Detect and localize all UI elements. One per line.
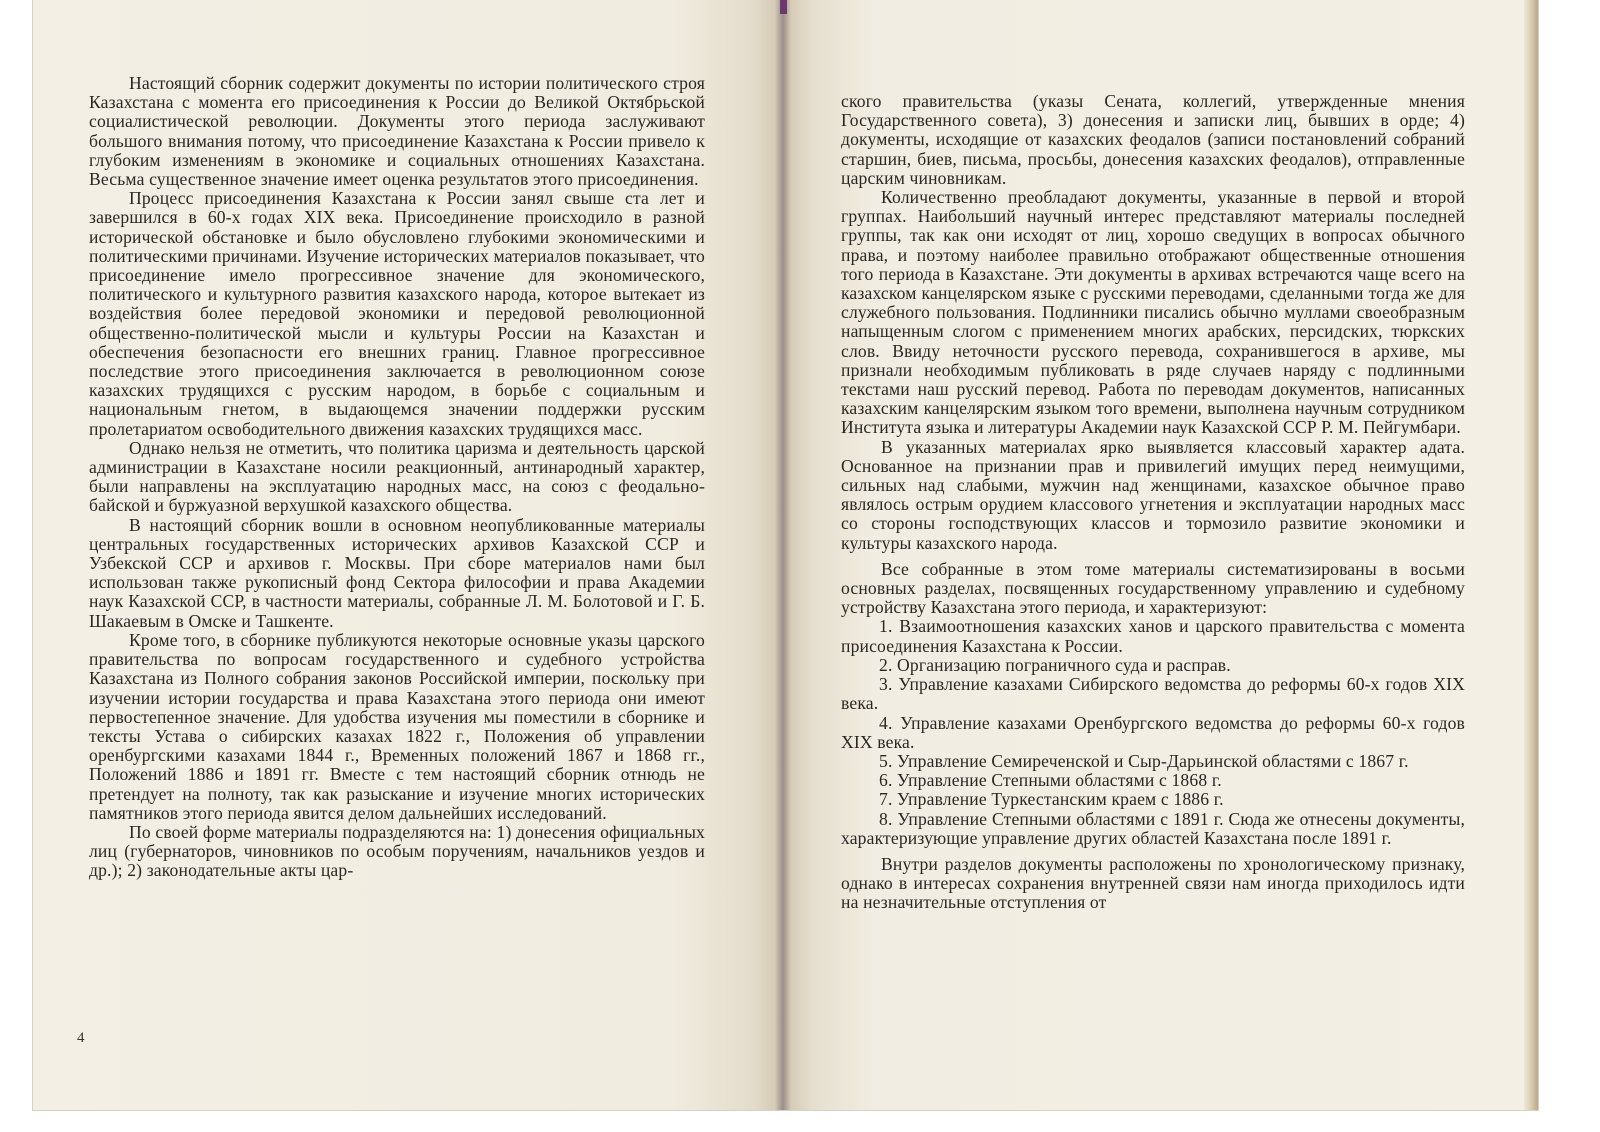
paragraph: По своей форме материалы подразделяются на: 1) донесения официальных лиц (губернаторов, чиновников по особым поручениям, начальников уездов и др.); 2) законодательные акты цар- — [89, 821, 705, 881]
paragraph: Кроме того, в сборнике публикуются некоторые основные указы царского правительства по вопросам государственного и судебного устройства Казахстана из Полного собрания законов Российской империи, поскольку при изучении истории государства и права Казахстана этого периода они имеют первостепенное значение. Для удобства изучения мы поместили в сборнике и тексты Устава о сибирских казахах 1822 г., Положения об управлении оренбургскими казахами 1844 г., Временных положений 1867 и 1868 гг., Положений 1886 и 1891 гг. Вместе с тем настоящий сборник отнюдь не претендует на полноту, так как разыскание и изучение многих исторических памятников этого периода явится делом дальнейших исследований. — [89, 629, 705, 823]
paragraph: Количественно преобладают документы, указанные в первой и второй группах. Наибольший научный интерес представляют материалы последней группы, так как они исходят от лиц, хорошо сведущих в вопросах обычного права, и поэтому наиболее правильно отображают общественные отношения того периода в Казахстане. Эти документы в архивах встречаются чаще всего на казахском канцелярском языке с русскими переводами, сделанными тогда же для служебного пользования. Подлинники писались обычно муллами своеобразным напыщенным слогом с применением многих арабских, персидских, тюркских слов. Ввиду неточности русского перевода, сохранившегося в архиве, мы признали необходимым публиковать в ряде случаев наряду с подлинными текстами наш русский перевод. Работа по переводам документов, написанных казахским канцелярским языком того времени, выполнена научным сотрудником Института языка и литературы Академии наук Казахской ССР Р. М. Пейгумбари. — [841, 187, 1465, 438]
paragraph: ского правительства (указы Сената, коллегий, утвержденные мнения Государственного совета), 3) донесения и записки лиц, бывших в орде; 4) документы, исходящие от казахских феодалов (записи постановлений собраний старшин, биев, письма, просьбы, донесения казахских феодалов), отправленные царским чиновникам. — [841, 91, 1465, 188]
book-spread — [33, 0, 1538, 1110]
list-item: 5. Управление Семиреченской и Сыр-Дарьинской областями с 1867 г. — [879, 750, 1409, 771]
right-page — [783, 0, 1538, 1110]
paragraph: Внутри разделов документы расположены по хронологическому признаку, однако в интересах сохранения внутренней связи нам иногда приходилось идти на незначительные отступления от — [841, 853, 1465, 913]
list-item: 6. Управление Степными областями с 1868 г. — [879, 770, 1222, 791]
list-item: 3. Управление казахами Сибирского ведомства до реформы 60-х годов XIX века. — [841, 674, 1465, 714]
list-item: 7. Управление Туркестанским краем с 1886 г. — [879, 789, 1224, 810]
list-item: 2. Организацию пограничного суда и расправ. — [879, 654, 1231, 675]
paragraph: Процесс присоединения Казахстана к России занял свыше ста лет и завершился в 60-х годах XIX века. Присоединение происходило в разной исторической обстановке и было обусловлено глубокими экономическими и политическими причинами. Изучение исторических материалов показывает, что присоединение имело прогрессивное значение для экономического, политического и культурного развития казахского народа, которое вытекает из воздействия более передовой экономики и передовой революционной общественно-политической мысли и культуры России на Казахстан и обеспечения безопасности его внешних границ. Главное прогрессивное последствие этого присоединения заключается в революционном союзе казахских трудящихся с русским народом, в борьбе с социальным и национальным гнетом, в выдающемся значении поддержки русским пролетариатом освободительного движения казахских трудящихся масс. — [89, 188, 705, 439]
list-item: 1. Взаимоотношения казахских ханов и царского правительства с момента присоединения Казахстана к России. — [841, 616, 1465, 656]
right-page-text — [841, 92, 1465, 913]
page-edge — [1524, 0, 1538, 1110]
list-item: 8. Управление Степными областями с 1891 г. Сюда же отнесены документы, характеризующие управление других областей Казахстана после 1891 г. — [841, 808, 1465, 848]
paragraph: Все собранные в этом томе материалы систематизированы в восьми основных разделах, посвященных государственному управлению и судебному устройству Казахстана этого периода, и характеризуют: — [841, 558, 1465, 618]
left-page-text — [89, 74, 705, 881]
paragraph: Однако нельзя не отметить, что политика царизма и деятельность царской администрации в Казахстане носили реакционный, антинародный характер, были направлены на эксплуатацию народных масс, на союз с феодально-байской и буржуазной верхушкой казахского общества. — [89, 437, 705, 516]
list-item: 4. Управление казахами Оренбургского ведомства до реформы 60-х годов XIX века. — [841, 712, 1465, 752]
page-number: 4 — [77, 1030, 85, 1046]
left-page — [33, 0, 783, 1110]
book-spine — [775, 0, 791, 1110]
paragraph: В указанных материалах ярко выявляется классовый характер адата. Основанное на признании прав и привилегий имущих перед неимущими, сильных над слабыми, мужчин над женщинами, казахское обычное право являлось острым орудием классового угнетения и эксплуатации народных масс со стороны господствующих классов и тормозило развитие экономики и культуры казахского народа. — [841, 436, 1465, 553]
bookmark-ribbon — [780, 0, 787, 14]
paragraph: В настоящий сборник вошли в основном неопубликованные материалы центральных государственных исторических архивов Казахской ССР и Узбекской ССР и архивов г. Москвы. При сборе материалов нами был использован также рукописный фонд Сектора философии и права Академии наук Казахской ССР, в частности материалы, собранные Л. М. Болотовой и Г. Б. Шакаевым в Омске и Ташкенте. — [89, 514, 705, 631]
paragraph: Настоящий сборник содержит документы по истории политического строя Казахстана с момента его присоединения к России до Великой Октябрьской социалистической революции. Документы этого периода заслуживают большого внимания потому, что присоединение Казахстана к России привело к глубоким изменениям в экономике и социальных отношениях Казахстана. Весьма существенное значение имеет оценка результатов этого присоединения. — [89, 73, 705, 190]
